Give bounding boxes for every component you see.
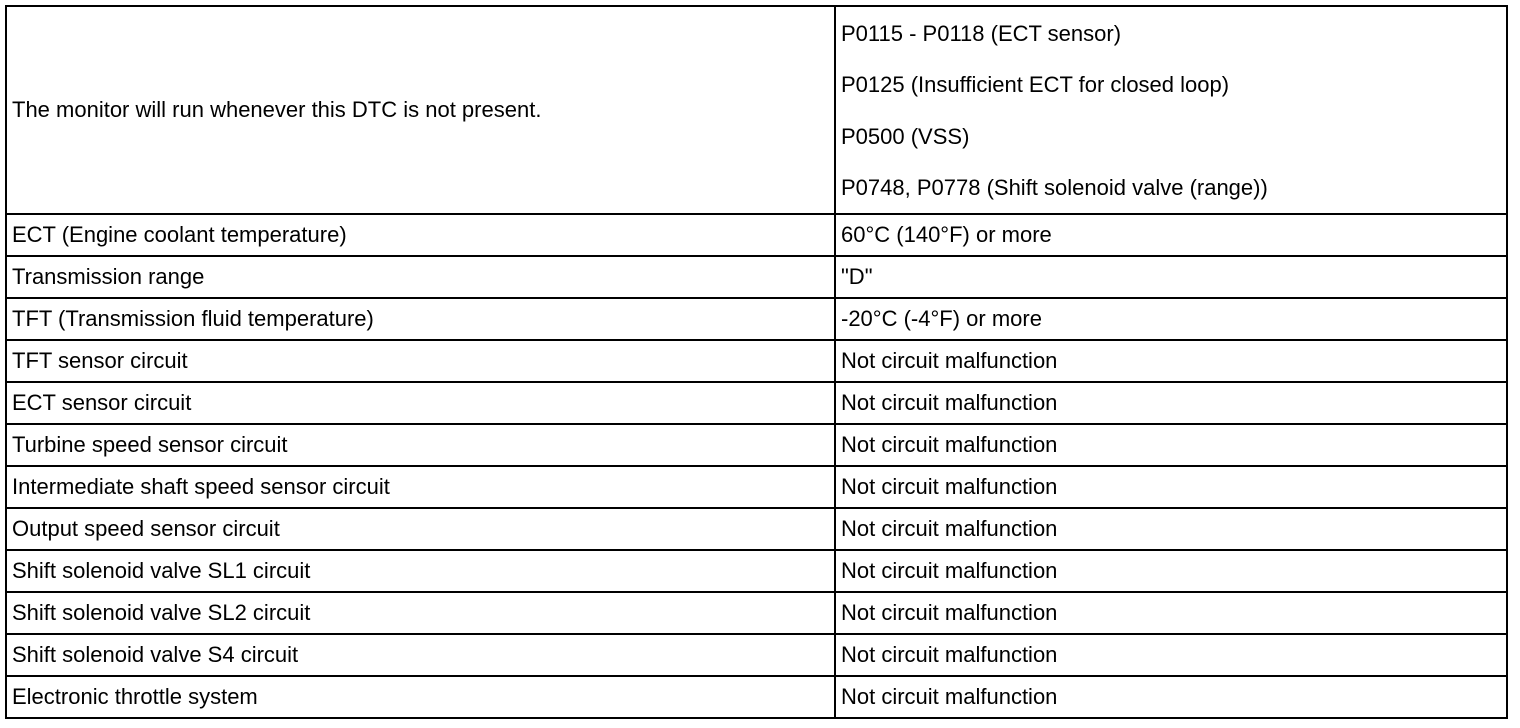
- row-label: Intermediate shaft speed sensor circuit: [6, 466, 835, 508]
- dtc-label: The monitor will run whenever this DTC is not present.: [12, 97, 542, 122]
- row-value: Not circuit malfunction: [835, 382, 1507, 424]
- dtc-item: P0115 - P0118 (ECT sensor): [841, 21, 1122, 46]
- table-row: [6, 382, 1507, 424]
- row-label: Shift solenoid valve S4 circuit: [6, 634, 835, 676]
- row-value: Not circuit malfunction: [835, 466, 1507, 508]
- row-value: Not circuit malfunction: [835, 424, 1507, 466]
- table-row: [6, 424, 1507, 466]
- row-value: -20°C (-4°F) or more: [835, 298, 1507, 340]
- row-value: 60°C (140°F) or more: [835, 214, 1507, 256]
- conditions-table: [5, 5, 1508, 719]
- row-label: TFT (Transmission fluid temperature): [6, 298, 835, 340]
- row-value: "D": [835, 256, 1507, 298]
- table-row: [6, 550, 1507, 592]
- dtc-label-cell: [6, 6, 835, 214]
- table-row: [6, 592, 1507, 634]
- row-label: Shift solenoid valve SL1 circuit: [6, 550, 835, 592]
- table-row: [6, 298, 1507, 340]
- table-row: [6, 214, 1507, 256]
- row-label: Shift solenoid valve SL2 circuit: [6, 592, 835, 634]
- row-value: Not circuit malfunction: [835, 508, 1507, 550]
- table-row: [6, 256, 1507, 298]
- dtc-item: P0125 (Insufficient ECT for closed loop): [841, 72, 1230, 98]
- row-value: Not circuit malfunction: [835, 634, 1507, 676]
- row-label: Turbine speed sensor circuit: [6, 424, 835, 466]
- row-value: Not circuit malfunction: [835, 340, 1507, 382]
- dtc-item: P0748, P0778 (Shift solenoid valve (range)): [841, 174, 1268, 200]
- row-label: TFT sensor circuit: [6, 340, 835, 382]
- row-label: Output speed sensor circuit: [6, 508, 835, 550]
- row-value: Not circuit malfunction: [835, 592, 1507, 634]
- table-row: [6, 634, 1507, 676]
- row-label: Transmission range: [6, 256, 835, 298]
- dtc-values-cell: [835, 6, 1507, 214]
- table-row: [6, 340, 1507, 382]
- row-label: ECT sensor circuit: [6, 382, 835, 424]
- table-row-dtc: [6, 6, 1507, 214]
- dtc-list: [841, 15, 1501, 205]
- table-row: [6, 466, 1507, 508]
- row-label: ECT (Engine coolant temperature): [6, 214, 835, 256]
- table-row: [6, 676, 1507, 718]
- table-body: [6, 6, 1507, 718]
- row-label: Electronic throttle system: [6, 676, 835, 718]
- table-row: [6, 508, 1507, 550]
- row-value: Not circuit malfunction: [835, 676, 1507, 718]
- row-value: Not circuit malfunction: [835, 550, 1507, 592]
- dtc-item: P0500 (VSS): [841, 123, 970, 149]
